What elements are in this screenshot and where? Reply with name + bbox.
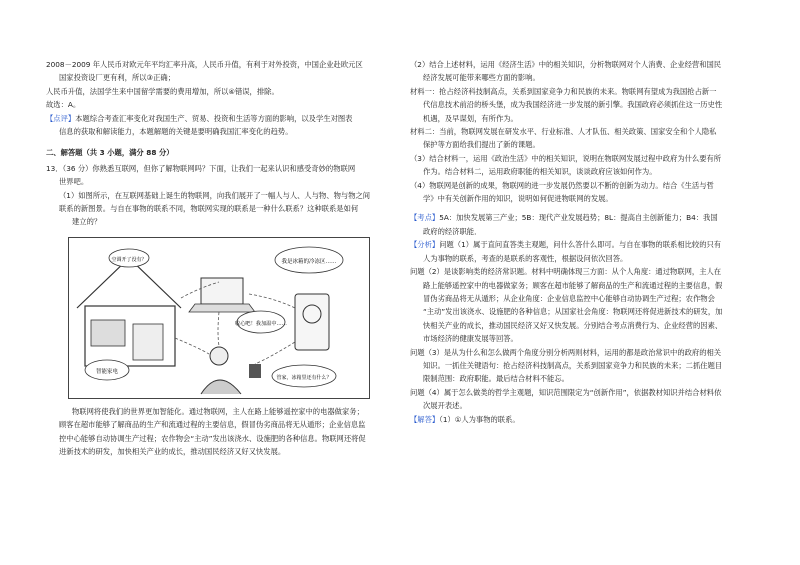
bubble-text: 收心吧！我加温中……	[235, 320, 287, 327]
fenxi-line: “主动”发出该浇水、设施肥的各种信息；从国家社会角度：物联网还将促进新技术的研发，加	[423, 307, 723, 317]
fenxi-tag: 【分析】	[410, 240, 440, 250]
question-line: 联系的新图景。与自在事物的联系不同，物联网实现的联系是一种什么联系？这种联系是如何	[59, 204, 359, 214]
question-line: 世界吧。	[59, 177, 89, 187]
kaodian-line: 政府的经济职能．	[423, 226, 482, 236]
fenxi-line: 路上能够遥控家中的电器做家务；顾客在超市能够了解商品的生产和流通过程的主要信息，假	[423, 280, 723, 290]
fenxi-line: 冒伪劣商品将无从遁形；从企业角度：企业信息监控中心能够自动协调生产过程；农作物会	[423, 293, 715, 303]
material-line: 机遇，及早谋划，有所作为。	[423, 113, 518, 123]
comment-line: 本题综合考查汇率变化对我国生产、贸易、投资和生活等方面的影响，以及学生对图表	[75, 113, 353, 123]
kaodian-tag: 【考点】	[410, 213, 440, 223]
material-line: 控中心能够自动协调生产过程；农作物会“主动”发出该浇水、设施肥的各种信息。物联网还将促	[59, 433, 366, 443]
comment-line: 信息的获取和解读能力，本题解题的关键是要明确我国汇率变化的趋势。	[59, 127, 293, 137]
fenxi-line: 问题（1）属于直问直答类主观题，问什么答什么即可。与自在事物的联系相比较的只有	[439, 240, 722, 250]
fenxi-line: 次展开表述。	[423, 401, 467, 411]
iot-illustration	[68, 237, 370, 399]
question-line: 作为。结合材料二，运用政府职能的相关知识，谈谈政府应该如何作为。	[423, 167, 657, 177]
answer-line: 故选：A。	[46, 100, 81, 110]
question-line: 经济发展可能带来哪些方面的影响。	[423, 73, 540, 83]
question-line: 建立的？	[72, 217, 102, 227]
section-title: 二、解答题（共 3 小题，满分 88 分）	[46, 148, 174, 158]
question-line: （3）结合材料一，运用《政治生活》中的相关知识，说明在物联网发展过程中政府为什么要有所	[410, 153, 722, 163]
bubble-text: 管家，冰箱里还有什么？	[276, 374, 332, 381]
fenxi-line: 快相关产业的成长，推动国民经济又好又快发展。分别结合考点消费行为、企业经营的因素、	[423, 320, 723, 330]
jieda-paragraph	[410, 413, 756, 426]
left-column	[46, 58, 392, 459]
kaodian-paragraph	[410, 211, 756, 224]
comment-paragraph	[46, 112, 392, 125]
fenxi-line: 问题（2）是谈影响类的经济常识题。材料中明确体现三方面：从个人角度：通过物联网，主人在	[410, 267, 722, 277]
fenxi-line: 知识。一抓住关键语句：抢占经济科技制高点，关系到国家竞争力和民族的未来；二抓住题目	[423, 360, 723, 370]
material-line: 顾客在超市能够了解商品的生产和流通过程的主要信息，假冒伪劣商品将无从遁形；企业信息监	[59, 420, 366, 430]
fenxi-line: 市场经济的健康发展等回答。	[423, 334, 518, 344]
question-line: 学》中有关创新作用的知识，说明如何促进物联网的发展。	[423, 194, 613, 204]
fenxi-line: 人为事物的联系，考查的是联系的客观性，根据设问依次回答。	[423, 253, 628, 263]
question-line: （1）如图所示，在互联网基础上诞生的物联网，向我们展开了一幅人与人、人与物、物与物之间	[59, 190, 371, 200]
fenxi-line: 问题（3）是从为什么和怎么做两个角度分别分析两则材料，运用的都是政治常识中的政府的相关	[410, 347, 722, 357]
material-line: 物联网将使我们的世界更加智能化。通过物联网，主人在路上能够遥控家中的电器做家务；	[72, 406, 364, 416]
material-line: 进新技术的研发，加快相关产业的成长，推动国民经济又好又快发展。	[59, 447, 286, 457]
answer-line: 人民币升值，法国学生来中国留学需要的费用增加，所以④错误，排除。	[46, 86, 279, 96]
material-line: 代信息技术前沿的桥头堡，成为我国经济进一步发展的新引擎。我国政府必须抓住这一历史性	[423, 100, 723, 110]
bubble-text: 智能家电	[95, 368, 119, 375]
answer-line: 2008－2009 年人民币对欧元年平均汇率升高，人民币升值，有利于对外投资，中国企业赴欧元区	[46, 60, 363, 69]
bubble-text: 空调开了没有？	[111, 256, 147, 263]
answer-line: 国家投资设厂更有利，所以③正确；	[59, 73, 175, 83]
question-line: （2）结合上述材料，运用《经济生活》中的相关知识，分析物联网对个人消费、企业经营和国民	[410, 60, 722, 69]
material-line: 保护等方面给我们提出了新的课题。	[423, 140, 540, 150]
fenxi-paragraph	[410, 238, 756, 251]
question-line: （4）物联网是创新的成果，物联网的进一步发展仍然要以不断的创新为动力。结合《生活与哲	[410, 180, 714, 190]
jieda-tag: 【解答】	[410, 414, 440, 424]
iot-illustration-drawing	[69, 238, 369, 398]
fenxi-line: 限制范围：政府职能。最后结合材料不能忘。	[423, 374, 569, 384]
bubble-text: 我是冰箱的冷冻区……	[281, 258, 337, 265]
fenxi-line: 问题（4）属于怎么做类的哲学主观题，知识范围限定为“创新作用”，依据教材知识并结合材料依	[410, 387, 722, 397]
comment-tag: 【点评】	[46, 113, 76, 123]
material-line: 材料二：当前，物联网发展在研发水平、行业标准、人才队伍、相关政策、国家安全和个人隐私	[410, 127, 717, 137]
kaodian-line: 5A：加快发展第三产业；5B：现代产业发展趋势；8L：提高自主创新能力；B4：我国	[439, 213, 718, 223]
question-line: 13．（36 分）你熟悉互联网，但你了解物联网吗？下面，让我们一起来认识和感受奇妙的物联网	[46, 163, 356, 173]
right-column	[410, 58, 756, 426]
material-line: 材料一：抢占经济科技制高点，关系到国家竞争力和民族的未来。物联网有望成为我国抢占新一	[410, 86, 717, 96]
jieda-line: （1）①人为事物的联系。	[439, 414, 520, 424]
